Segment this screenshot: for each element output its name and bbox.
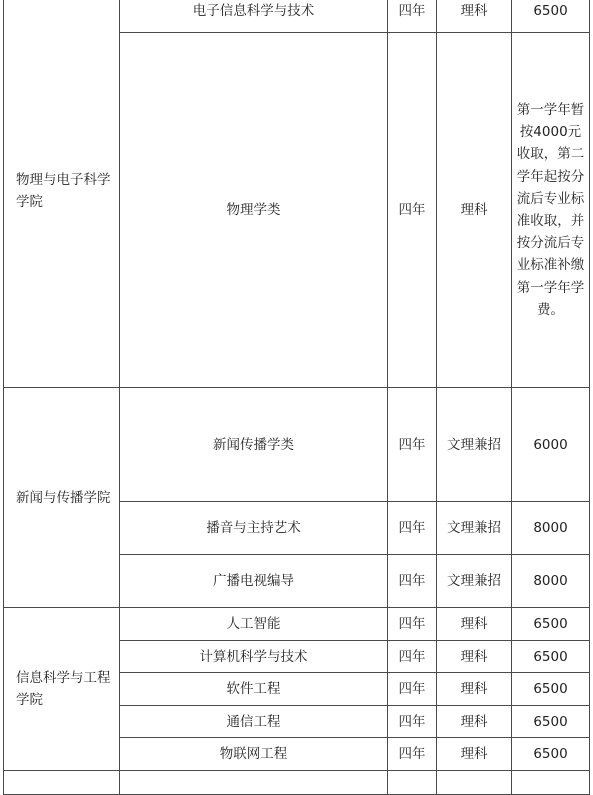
- major-cell: 人工智能: [120, 608, 388, 641]
- duration-cell: 四年: [388, 608, 437, 641]
- major-cell: 计算机科学与技术: [120, 641, 388, 673]
- category-cell: 文理兼招: [437, 555, 512, 608]
- major-cell: 新闻传播学类: [120, 388, 388, 502]
- fee-cell: 6000: [512, 388, 590, 502]
- category-cell: 文理兼招: [437, 388, 512, 502]
- category-cell: 理科: [437, 608, 512, 641]
- major-cell: 物联网工程: [120, 738, 388, 771]
- major-cell: 播音与主持艺术: [120, 502, 388, 555]
- fee-cell: 6500: [512, 673, 590, 706]
- duration-cell: 四年: [388, 706, 437, 738]
- major-cell: 电子信息科学与技术: [120, 0, 388, 33]
- category-cell: 理科: [437, 641, 512, 673]
- fee-cell: 6500: [512, 0, 590, 33]
- duration-cell: 四年: [388, 33, 437, 388]
- duration-cell: 四年: [388, 555, 437, 608]
- fee-note-cell: 第一学年暂按4000元收取，第二学年起按分流后专业标准收取，并按分流后专业标准补缴第一学年学费。: [512, 33, 590, 388]
- major-cell: 物理学类: [120, 33, 388, 388]
- college-cell: 信息科学与工程学院: [4, 608, 120, 771]
- major-cell: 软件工程: [120, 673, 388, 706]
- category-cell: 理科: [437, 33, 512, 388]
- fee-cell: 6500: [512, 608, 590, 641]
- major-cell: 广播电视编导: [120, 555, 388, 608]
- college-cell: 物理与电子科学学院: [4, 0, 120, 388]
- tuition-table: [3, 0, 590, 795]
- table-row: [4, 388, 590, 502]
- category-cell: 文理兼招: [437, 502, 512, 555]
- college-cell: 新闻与传播学院: [4, 388, 120, 608]
- duration-cell: 四年: [388, 502, 437, 555]
- table-row: [4, 608, 590, 641]
- category-cell: 理科: [437, 738, 512, 771]
- table-row-partial: [4, 771, 590, 795]
- fee-cell: 6500: [512, 738, 590, 771]
- duration-cell: 四年: [388, 0, 437, 33]
- category-cell: 理科: [437, 0, 512, 33]
- duration-cell: 四年: [388, 641, 437, 673]
- category-cell: 理科: [437, 673, 512, 706]
- table-row: [4, 0, 590, 33]
- category-cell: 理科: [437, 706, 512, 738]
- duration-cell: 四年: [388, 738, 437, 771]
- duration-cell: 四年: [388, 673, 437, 706]
- major-cell: 通信工程: [120, 706, 388, 738]
- fee-cell: 6500: [512, 706, 590, 738]
- duration-cell: 四年: [388, 388, 437, 502]
- fee-cell: 8000: [512, 555, 590, 608]
- fee-cell: 6500: [512, 641, 590, 673]
- fee-cell: 8000: [512, 502, 590, 555]
